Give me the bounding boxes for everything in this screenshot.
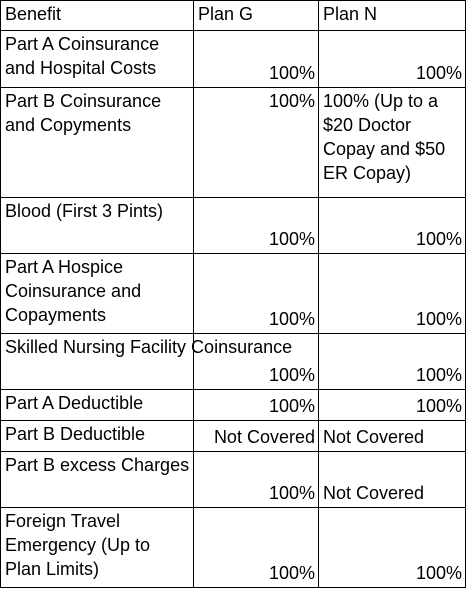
benefit-cell: Part A Coinsurance and Hospital Costs	[1, 31, 194, 88]
header-plan-n: Plan N	[319, 1, 466, 31]
plan-g-cell: 100%	[194, 508, 319, 588]
table-row	[1, 334, 466, 390]
plan-g-cell: 100%	[194, 31, 319, 88]
plan-n-cell: Not Covered	[319, 452, 466, 508]
benefit-cell: Part A Hospice Coinsurance and Copayments	[1, 254, 194, 334]
table-row	[1, 31, 466, 88]
plan-n-cell: 100% (Up to a $20 Doctor Copay and $50 ER Copay)	[319, 88, 466, 198]
plan-g-cell: 100%	[194, 254, 319, 334]
table-row	[1, 88, 466, 198]
benefit-cell: Part B excess Charges	[1, 452, 194, 508]
table-row	[1, 254, 466, 334]
table-row	[1, 421, 466, 452]
benefit-cell: Part A Deductible	[1, 390, 194, 421]
benefit-cell: Blood (First 3 Pints)	[1, 198, 194, 254]
benefit-cell: Skilled Nursing Facility Coinsurance	[1, 334, 194, 390]
table-row	[1, 198, 466, 254]
header-benefit: Benefit	[1, 1, 194, 31]
plan-n-cell: 100%	[319, 334, 466, 390]
plan-g-cell: 100%	[194, 452, 319, 508]
plan-g-cell: 100%	[194, 334, 319, 390]
plan-n-cell: Not Covered	[319, 421, 466, 452]
plan-g-cell: 100%	[194, 390, 319, 421]
table-row	[1, 452, 466, 508]
plan-g-cell: 100%	[194, 88, 319, 198]
benefit-cell: Foreign Travel Emergency (Up to Plan Limits)	[1, 508, 194, 588]
benefit-cell: Part B Deductible	[1, 421, 194, 452]
plan-g-cell: Not Covered	[194, 421, 319, 452]
plan-n-cell: 100%	[319, 31, 466, 88]
table-row	[1, 390, 466, 421]
plan-n-cell: 100%	[319, 508, 466, 588]
plan-n-cell: 100%	[319, 390, 466, 421]
plan-g-cell: 100%	[194, 198, 319, 254]
table-row	[1, 508, 466, 588]
plan-n-cell: 100%	[319, 254, 466, 334]
plan-n-cell: 100%	[319, 198, 466, 254]
header-plan-g: Plan G	[194, 1, 319, 31]
benefit-cell: Part B Coinsurance and Copyments	[1, 88, 194, 198]
header-row	[1, 1, 466, 31]
